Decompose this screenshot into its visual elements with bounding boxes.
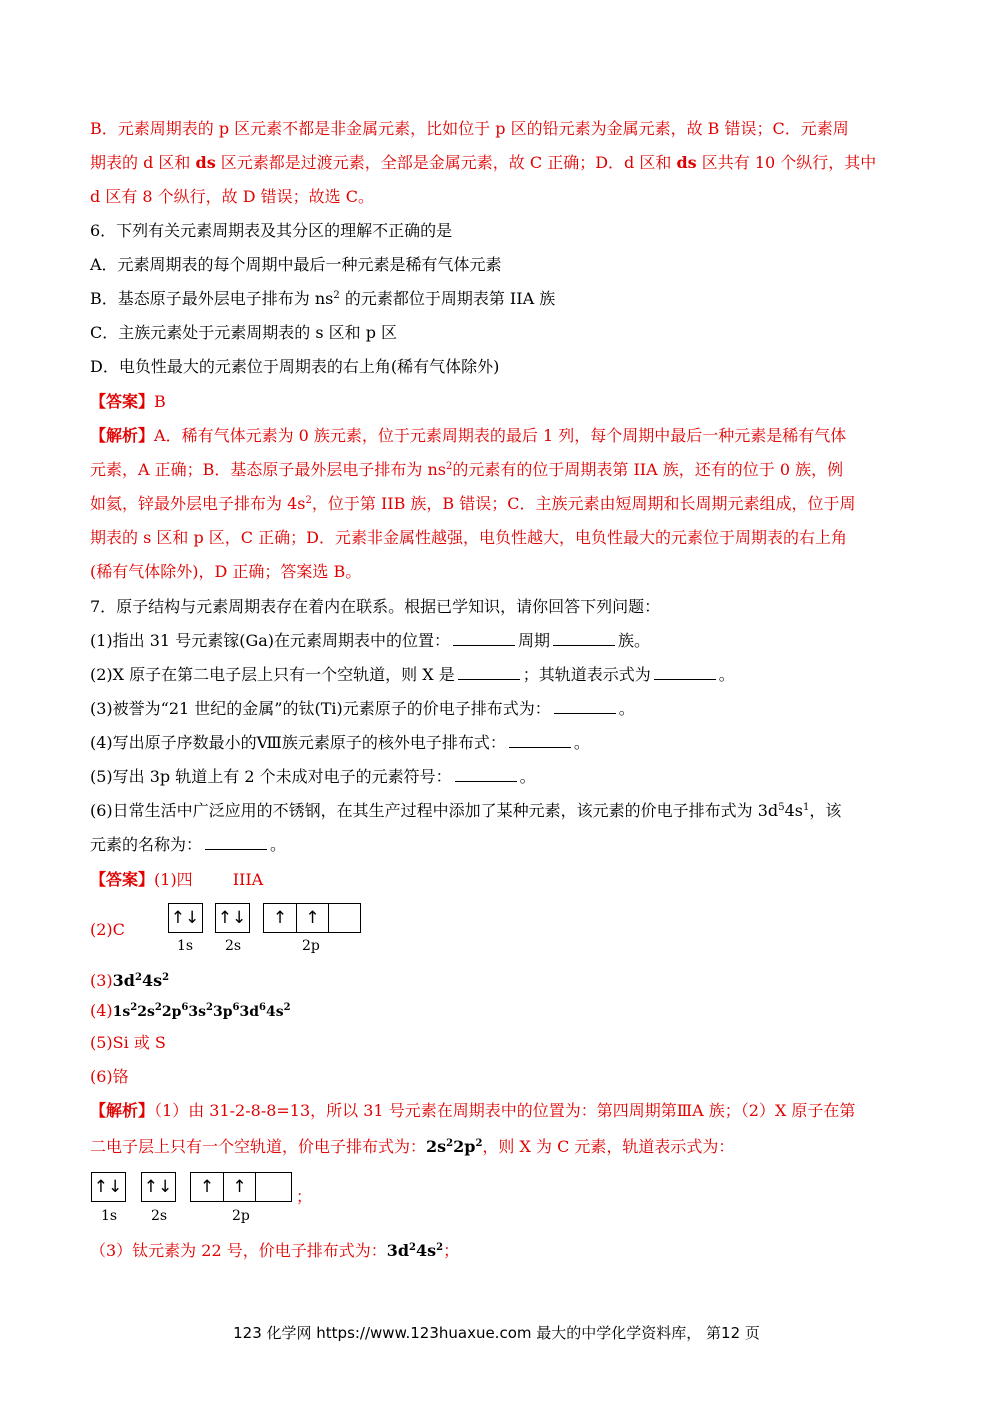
superscript: 1: [802, 802, 810, 813]
question-6-option-b: [90, 288, 555, 310]
superscript: 2: [409, 1242, 417, 1253]
text-segment: 2s: [426, 1137, 447, 1156]
question-7-sub6-line1: [90, 800, 841, 822]
answer-value: B: [154, 392, 166, 411]
text-segment: 3d: [386, 1241, 410, 1260]
question-6-analysis-line5: (稀有气体除外)，D 正确；答案选 B。: [90, 562, 362, 581]
text-segment: 4s: [416, 1241, 437, 1260]
text-segment: (3): [90, 971, 113, 990]
text-segment: 。: [718, 665, 735, 684]
analysis-q5-line1: B．元素周期表的 p 区元素不都是非金属元素，比如位于 p 区的铅元素为金属元素，故 B 错误；C．元素周: [90, 119, 849, 138]
answer-blank: [455, 767, 517, 782]
superscript: 2: [446, 461, 453, 472]
superscript: 6: [258, 1002, 266, 1013]
orbital-box-2p: [190, 1172, 292, 1202]
question-7-analysis-line3: [90, 1240, 459, 1262]
text-segment: 的元素都位于周期表第 IIA 族: [339, 289, 556, 308]
text-segment: (5)写出 3p 轨道上有 2 个未成对电子的元素符号：: [90, 767, 452, 786]
text-segment: 3s: [188, 1004, 206, 1020]
text-segment: (4)写出原子序数最小的Ⅷ族元素原子的核外电子排布式：: [90, 733, 506, 752]
electron-up-arrow: ↑: [199, 1177, 215, 1197]
answer-tag: 【答案】: [90, 870, 155, 889]
orbital-label-2p: 2p: [232, 1208, 250, 1224]
answer-blank: [458, 665, 520, 680]
question-7-analysis-line2: [90, 1136, 734, 1158]
superscript: 2: [446, 1138, 454, 1149]
question-6-analysis-line4: 期表的 s 区和 p 区，C 正确；D．元素非金属性越强，电负性越大，电负性最大的元素位于周期表的右上角: [90, 528, 847, 547]
question-6-answer: [90, 391, 166, 413]
answer-blank: [553, 631, 615, 646]
text-segment: 4s: [784, 801, 803, 820]
electron-up-arrow: ↑: [223, 1173, 255, 1201]
empty-orbital: [328, 904, 360, 932]
semicolon: ；: [296, 1187, 313, 1206]
analysis-q5-line3: d 区有 8 个纵行，故 D 错误；故选 C。: [90, 187, 375, 206]
superscript: 5: [778, 802, 785, 813]
text-segment: 的元素有的位于周期表第 IIA 族，还有的位于 0 族，例: [452, 460, 844, 479]
text-segment: 。: [270, 835, 287, 854]
orbital-label-1s: 1s: [177, 938, 194, 954]
page-footer: 123 化学网 https://www.123huaxue.com 最大的中学化学资料库， 第12 页: [233, 1324, 760, 1342]
question-7-answer-2: (2)C: [90, 920, 125, 939]
question-6-stem: 6．下列有关元素周期表及其分区的理解不正确的是: [90, 221, 453, 240]
text-segment: （1）由 31-2-8-8=13，所以 31 号元素在周期表中的位置为：第四周期第ⅢA 族；（2）X 原子在第: [154, 1101, 856, 1120]
text-segment: B．基态原子最外层电子排布为 ns: [90, 289, 334, 308]
question-7-answer-5: (5)Si 或 S: [90, 1033, 166, 1052]
superscript: 6: [232, 1002, 240, 1013]
text-segment: ；: [443, 1241, 460, 1260]
orbital-box-2s: [141, 1172, 176, 1202]
text-segment: 4s: [265, 1004, 284, 1020]
orbital-box-2s: [215, 903, 250, 933]
question-7-sub1: [90, 630, 650, 652]
text-segment: ds: [676, 153, 697, 172]
text-segment: (6)日常生活中广泛应用的不锈钢，在其生产过程中添加了某种元素，该元素的价电子排布式为 3d: [90, 801, 779, 820]
question-7-answer-6: (6)铬: [90, 1067, 129, 1086]
question-7-answer-1: [90, 869, 263, 891]
text-segment: 元素的名称为：: [90, 835, 203, 854]
text-segment: 2p: [453, 1137, 476, 1156]
answer-blank: [453, 631, 515, 646]
text-segment: 二电子层上只有一个空轨道，价电子排布式为：: [90, 1137, 427, 1156]
superscript: 2: [205, 1002, 213, 1013]
orbital-label-2s: 2s: [151, 1208, 168, 1224]
electron-up-arrow: ↑: [272, 908, 288, 928]
question-6-option-d: D．电负性最大的元素位于周期表的右上角(稀有气体除外): [90, 357, 500, 376]
text-segment: 族。: [618, 631, 651, 650]
answer-blank: [205, 835, 267, 850]
superscript: 6: [181, 1002, 189, 1013]
text-segment: IIIA: [232, 870, 264, 889]
text-segment: (3)被誉为“21 世纪的金属”的钛(Ti)元素原子的价电子排布式为：: [90, 699, 551, 718]
question-7-stem: 7．原子结构与元素周期表存在着内在联系。根据已学知识，请你回答下列问题：: [90, 597, 661, 616]
text-segment: 1s: [112, 1004, 131, 1020]
question-7-sub5: [90, 766, 536, 788]
question-7-sub4: [90, 732, 590, 754]
orbital-box-1s: [91, 1172, 126, 1202]
text-segment: (1)四: [154, 870, 193, 889]
question-6-option-a: A．元素周期表的每个周期中最后一种元素是稀有气体元素: [90, 255, 502, 274]
superscript: 2: [305, 495, 312, 506]
answer-blank: [654, 665, 716, 680]
empty-orbital: [255, 1173, 291, 1201]
text-segment: 3p: [212, 1004, 233, 1020]
question-6-analysis-line1: [90, 425, 846, 447]
orbital-label-1s: 1s: [101, 1208, 118, 1224]
superscript: 2: [475, 1138, 483, 1149]
text-segment: 4s: [141, 971, 163, 990]
electron-pair-arrows: ↑↓: [217, 908, 247, 928]
superscript: 2: [333, 290, 340, 301]
question-7-answer-4: [90, 1000, 291, 1023]
question-6-analysis-line2: [90, 459, 843, 481]
text-segment: ；其轨道表示式为: [522, 665, 651, 684]
text-segment: ，该: [809, 801, 842, 820]
question-6-option-c: C．主族元素处于元素周期表的 s 区和 p 区: [90, 323, 398, 342]
question-6-analysis-line3: [90, 493, 856, 515]
superscript: 2: [283, 1002, 291, 1013]
text-segment: （3）钛元素为 22 号，价电子排布式为：: [90, 1241, 387, 1260]
answer-tag: 【答案】: [90, 392, 155, 411]
question-7-sub2: [90, 664, 735, 686]
text-segment: ，位于第 IIB 族，B 错误；C．主族元素由短周期和长周期元素组成，位于周: [311, 494, 856, 513]
electron-pair-arrows: ↑↓: [143, 1177, 173, 1197]
text-segment: 2s: [137, 1004, 155, 1020]
text-segment: 元素，A 正确；B．基态原子最外层电子排布为 ns: [90, 460, 447, 479]
question-7-answer-3: [90, 970, 169, 992]
text-segment: 期表的 d 区和: [90, 153, 196, 172]
question-7-analysis-line1: [90, 1100, 855, 1122]
question-7-sub6-line2: [90, 834, 286, 856]
superscript: 2: [130, 1002, 138, 1013]
superscript: 2: [135, 972, 142, 983]
text-segment: 如氦，锌最外层电子排布为 4s: [90, 494, 306, 513]
text-segment: 3d: [112, 971, 135, 990]
text-segment: 周期: [518, 631, 551, 650]
electron-pair-arrows: ↑↓: [93, 1177, 123, 1197]
text-segment: 区元素都是过渡元素，全部是金属元素，故 C 正确；D．d 区和: [215, 153, 677, 172]
superscript: 2: [154, 1002, 162, 1013]
analysis-tag: 【解析】: [90, 426, 155, 445]
orbital-label-2s: 2s: [225, 938, 242, 954]
text-segment: 。: [519, 767, 536, 786]
text-segment: (4): [90, 1001, 113, 1020]
superscript: 2: [162, 972, 170, 983]
electron-up-arrow: ↑: [296, 904, 328, 932]
text-segment: 。: [618, 699, 635, 718]
orbital-label-2p: 2p: [302, 938, 320, 954]
orbital-box-2p: [263, 903, 361, 933]
text-segment: ds: [195, 153, 216, 172]
question-7-sub3: [90, 698, 635, 720]
text-segment: 。: [573, 733, 590, 752]
answer-blank: [509, 733, 571, 748]
superscript: 2: [436, 1242, 444, 1253]
text-segment: (2)X 原子在第二电子层上只有一个空轨道，则 X 是: [90, 665, 455, 684]
answer-blank: [554, 699, 616, 714]
text-segment: A．稀有气体元素为 0 族元素，位于元素周期表的最后 1 列，每个周期中最后一种元素是稀有气体: [154, 426, 847, 445]
text-segment: 2p: [161, 1004, 182, 1020]
analysis-q5-line2: [90, 152, 876, 174]
text-segment: ，则 X 为 C 元素，轨道表示式为：: [482, 1137, 735, 1156]
text-segment: 3d: [239, 1004, 259, 1020]
orbital-box-1s: [168, 903, 203, 933]
electron-pair-arrows: ↑↓: [170, 908, 200, 928]
text-segment: 区共有 10 个纵行，其中: [696, 153, 877, 172]
analysis-tag: 【解析】: [90, 1101, 155, 1120]
text-segment: (1)指出 31 号元素镓(Ga)在元素周期表中的位置：: [90, 631, 451, 650]
